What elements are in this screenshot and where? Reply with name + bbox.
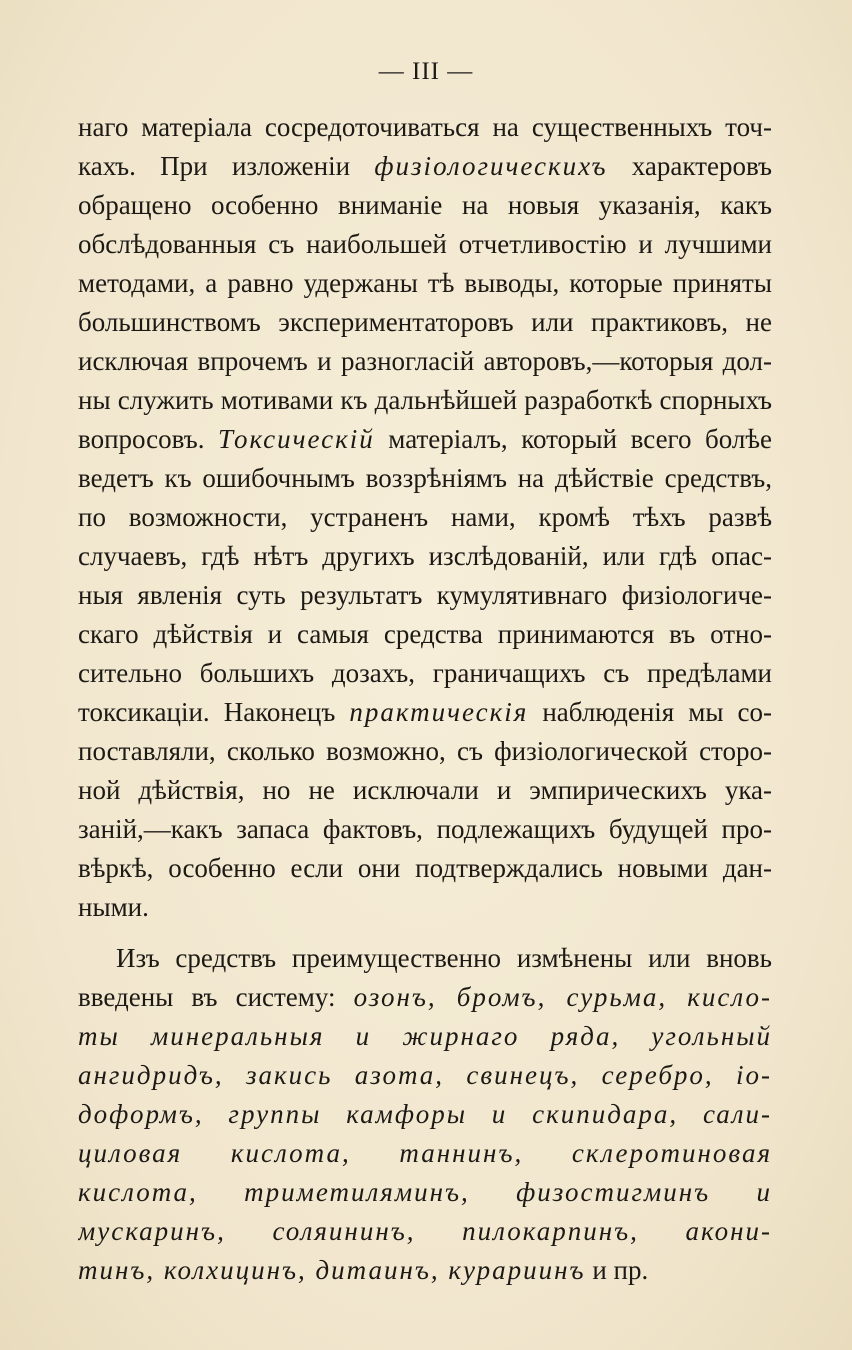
italic-term: циловая кислота, таннинъ, склеротиновая — [78, 1138, 772, 1168]
line-text-after: матеріалъ, который всего болѣе — [374, 424, 772, 454]
line-text: ныя явленія суть результатъ кумулятивнаго физіологиче- — [78, 580, 772, 610]
text-line — [78, 693, 772, 732]
text-line — [78, 1056, 772, 1095]
line-text: ведетъ къ ошибочнымъ воззрѣніямъ на дѣйствіе средствъ, — [78, 463, 772, 493]
line-text-after: наблюденія мы со- — [528, 697, 772, 727]
text-line — [78, 225, 772, 264]
line-text: сительно большихъ дозахъ, граничащихъ съ предѣлами — [78, 658, 772, 688]
line-text: наго матеріала сосредоточиваться на существенныхъ точ- — [78, 112, 772, 142]
line-text: исключая впрочемъ и разногласій авторовъ,—которыя дол- — [78, 346, 772, 376]
text-line — [78, 771, 772, 810]
line-text: методами, а равно удержаны тѣ выводы, которые приняты — [78, 268, 772, 298]
text-line — [78, 186, 772, 225]
line-text: токсикаціи. Наконецъ — [78, 697, 350, 727]
line-text: заній,—какъ запаса фактовъ, подлежащихъ будущей про- — [78, 814, 772, 844]
line-text: введены въ систему: — [78, 982, 354, 1012]
text-line — [78, 1134, 772, 1173]
text-line — [78, 1251, 772, 1290]
text-line — [78, 537, 772, 576]
line-text: кахъ. При изложеніи — [78, 151, 375, 181]
text-line — [78, 147, 772, 186]
paragraph-2 — [78, 939, 772, 1290]
line-text: Изъ средствъ преимущественно измѣнены или вновь — [116, 943, 772, 973]
text-line — [78, 420, 772, 459]
text-line — [78, 939, 772, 978]
line-text: скаго дѣйствія и самыя средства принимаются въ отно- — [78, 619, 772, 649]
text-line — [78, 615, 772, 654]
line-text: обслѣдованныя съ наибольшей отчетливостію и лучшими — [78, 229, 772, 259]
line-text-after: и пр. — [585, 1255, 649, 1285]
line-text: ными. — [78, 892, 149, 922]
body-text — [78, 108, 772, 1290]
text-line — [78, 108, 772, 147]
italic-term: доформъ, группы камфоры и скипидара, сали- — [78, 1099, 772, 1129]
italic-term: ты минеральныя и жирнаго ряда, угольный — [78, 1021, 772, 1051]
line-text-after: характеровъ — [607, 151, 772, 181]
line-text: вопросовъ. — [78, 424, 218, 454]
line-text: вѣркѣ, особенно если они подтверждались новыми дан- — [78, 853, 772, 883]
text-line — [78, 732, 772, 771]
text-line — [78, 1212, 772, 1251]
italic-term: практическія — [349, 697, 529, 727]
italic-term: тинъ, колхицинъ, дитаинъ, курариинъ — [78, 1255, 586, 1285]
italic-term: мускаринъ, соляининъ, пилокарпинъ, акони- — [78, 1216, 772, 1246]
text-line — [78, 888, 772, 927]
text-line — [78, 264, 772, 303]
line-text: ной дѣйствія, но не исключали и эмпирическихъ ука- — [78, 775, 772, 805]
text-line — [78, 1095, 772, 1134]
italic-term: озонъ, бромъ, сурьма, кисло- — [353, 982, 772, 1012]
text-line — [78, 1017, 772, 1056]
text-line — [78, 342, 772, 381]
line-text: случаевъ, гдѣ нѣтъ другихъ изслѣдованій, или гдѣ опас- — [78, 541, 772, 571]
italic-term: кислота, триметиляминъ, физостигминъ и — [78, 1177, 772, 1207]
line-text: ны служить мотивами къ дальнѣйшей разработкѣ спорныхъ — [78, 385, 772, 415]
text-line — [78, 303, 772, 342]
line-text: по возможности, устраненъ нами, кромѣ тѣхъ развѣ — [78, 502, 772, 532]
text-line — [78, 978, 772, 1017]
text-line — [78, 576, 772, 615]
line-text: большинствомъ экспериментаторовъ или практиковъ, не — [78, 307, 772, 337]
text-line — [78, 1173, 772, 1212]
text-line — [78, 654, 772, 693]
text-line — [78, 459, 772, 498]
line-text: поставляли, сколько возможно, съ физіологической сторо- — [78, 736, 772, 766]
italic-term: ангидридъ, закись азота, свинецъ, серебро, іо- — [78, 1060, 772, 1090]
page-number: — III — — [378, 58, 474, 85]
text-line — [78, 381, 772, 420]
paragraph-1 — [78, 108, 772, 927]
italic-term: физіологическихъ — [374, 151, 608, 181]
text-line — [78, 810, 772, 849]
text-line — [78, 849, 772, 888]
line-text: обращено особенно вниманіе на новыя указанія, какъ — [78, 190, 772, 220]
italic-term: Токсическій — [218, 424, 375, 454]
text-line — [78, 498, 772, 537]
